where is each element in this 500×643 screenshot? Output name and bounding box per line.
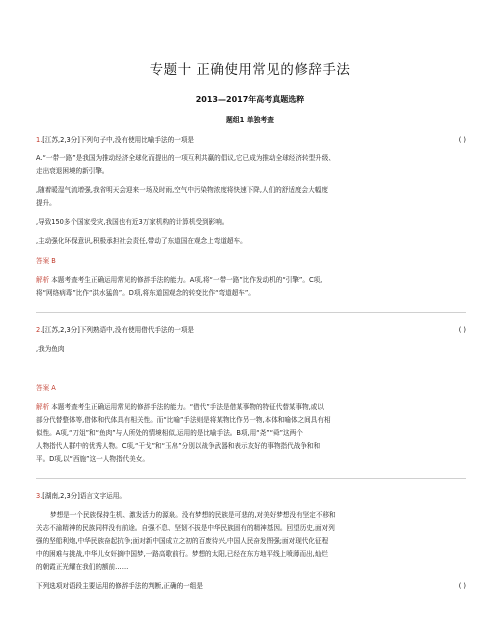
question-number: 2. — [36, 326, 43, 334]
question-source: [江苏,2,3分] — [42, 326, 80, 334]
answer-label: 答案 — [36, 384, 50, 392]
analysis-line-4: 人物指代人群中的优秀人物。C项,“干戈”和“玉帛”分别以战争武器和表示友好的事物指代战争和和 — [36, 442, 321, 450]
analysis-line-2: 部分代替整体等,借体和代体具有相关性。而“比喻”手法则是将某物比作另一物,本体和喻体之间具有相 — [36, 416, 331, 424]
analysis-label: 解析 — [36, 403, 50, 411]
question-text: 下列选项对语段主要运用的修辞手法的判断,正确的一组是 — [36, 582, 203, 590]
option-a-line-2: 走出衰退困境的新引擎。 — [36, 167, 109, 175]
answer-paren: ( ) — [458, 582, 466, 590]
option-a-line-1: A.“一带一路”是我国为推动经济全球化而提出的一项互利共赢的倡议,它已成为推动全球经济转型升级、 — [36, 154, 335, 162]
question-text: 语言文字运用。 — [79, 492, 126, 500]
question-text: 下列熟语中,没有使用借代手法的一项是 — [79, 326, 195, 334]
analysis-line-1 — [36, 276, 462, 285]
answer-line — [36, 384, 462, 393]
passage-line-2: 关志不渝精神的民族同样没有前途。自强不息、坚韧不拔是中华民族固有的精神基因。回望历史,面对列 — [36, 524, 335, 532]
page-title: 专题十 正确使用常见的修辞手法 — [149, 62, 351, 78]
question-3-prompt — [36, 582, 466, 591]
answer-paren: ( ) — [458, 136, 466, 144]
question-3-stem — [36, 492, 466, 501]
separator — [36, 312, 466, 313]
question-number: 1. — [36, 136, 43, 144]
answer-value: B — [51, 257, 56, 265]
passage-line-1: 梦想是一个民族保持生机、激发活力的源泉。没有梦想的民族是可悲的,对美好梦想没有坚定不移和 — [50, 511, 336, 519]
option-b-line-2: 提升。 — [36, 199, 56, 207]
passage-line-4: 中的困难与挑战,中华儿女奸摘中国梦,一路高歌前行。梦想的太阳,已经在东方地平线上喷薄而出,灿烂 — [36, 550, 328, 558]
analysis-line-2: 将“网络病毒”比作“洪水猛兽”。D项,将东道国观念的转变比作“弯道超车”。 — [36, 289, 255, 297]
analysis-line-3: 似性。A项,“刀俎”和“鱼肉”与人所处的情境相似,运用的是比喻手法。B项,用“尧”“舜”这两个 — [36, 429, 303, 437]
analysis-line-5: 平。D项,以“西施”这一人物指代美女。 — [36, 455, 149, 463]
question-source: [江苏,2,3分] — [42, 136, 80, 144]
passage-line-5: 的朝霞正光耀在我们的额前…… — [36, 563, 129, 571]
answer-value: A — [51, 384, 56, 392]
question-2-stem — [36, 326, 466, 335]
answer-paren: ( ) — [458, 326, 466, 334]
page-subtitle: 2013—2017年高考真题选粹 — [195, 95, 305, 104]
option-b-line-1: ,随着暖湿气流增强,我省明天会迎来一场及时雨,空气中污染物浓度将快速下降,人们的舒适度会大幅度 — [36, 186, 328, 194]
answer-label: 答案 — [36, 257, 50, 265]
question-1-stem — [36, 136, 466, 145]
question-text: 下列句子中,没有使用比喻手法的一项是 — [79, 136, 195, 144]
analysis-text: 本题考查考生正确运用常见的修辞手法的能力。A项,将“一带一路”比作发动机的“引擎”。C项, — [51, 276, 323, 284]
analysis-text: 本题考查考生正确运用常见的修辞手法的能力。“借代”手法是借某事物的特征代替某事物,或以 — [51, 403, 324, 411]
passage-line-3: 强的坚船利炮,中华民族奋起抗争;面对新中国成立之初的百废待兴,中国人民奋发图强;面对现代化征程 — [36, 537, 329, 545]
analysis-line-1 — [36, 403, 462, 412]
option-c-line: ,导致150多个国家受灾,我国也有近3万家机构的计算机受到影响。 — [36, 218, 229, 226]
option-line: ,我为鱼肉 — [36, 345, 65, 353]
separator — [36, 478, 466, 479]
option-d-line: ,主动强化环保意识,积极承担社会责任,带动了东道国在观念上弯道超车。 — [36, 237, 247, 245]
answer-line — [36, 257, 462, 266]
question-number: 3. — [36, 492, 43, 500]
question-source: [湖南,2,3分] — [42, 492, 80, 500]
analysis-label: 解析 — [36, 276, 50, 284]
group-label: 题组1 单独考查 — [226, 116, 274, 124]
